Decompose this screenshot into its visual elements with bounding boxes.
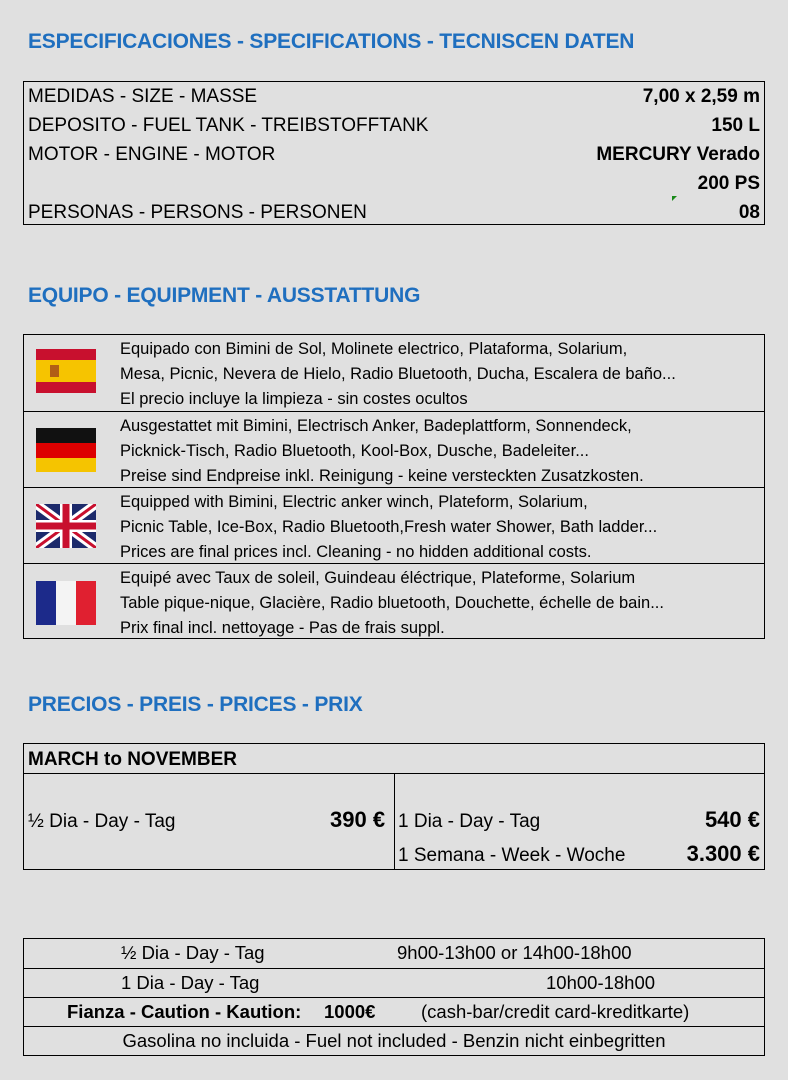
day-label: 1 Dia - Day - Tag: [398, 811, 541, 832]
prices-heading: PRECIOS - PREIS - PRICES - PRIX: [28, 693, 363, 716]
equipment-es-line-2: Mesa, Picnic, Nevera de Hielo, Radio Bluetooth, Ducha, Escalera de baño...: [120, 365, 676, 383]
spec-power-value: 200 PS: [697, 173, 760, 194]
half-day-label: ½ Dia - Day - Tag: [28, 811, 176, 832]
specs-heading: ESPECIFICACIONES - SPECIFICATIONS - TECNISCEN DATEN: [28, 30, 635, 53]
equipment-row-de: [24, 411, 764, 487]
spec-engine-value: MERCURY Verado: [596, 144, 760, 165]
equipment-en-line-1: Equipped with Bimini, Electric anker winch, Plateform, Solarium,: [120, 493, 588, 511]
equipment-en-line-3: Prices are final prices incl. Cleaning - no hidden additional costs.: [120, 543, 592, 561]
equipment-row-fr: [24, 563, 764, 638]
equipment-row-en: [24, 487, 764, 563]
season-label: MARCH to NOVEMBER: [28, 749, 237, 770]
week-price: 3.300 €: [686, 841, 760, 866]
equipment-de-line-2: Picknick-Tisch, Radio Bluetooth, Kool-Box, Dusche, Badeleiter...: [120, 442, 589, 460]
germany-flag-icon: [36, 428, 96, 472]
deposit-label: Fianza - Caution - Kaution:: [67, 1001, 302, 1022]
schedule-day-label: 1 Dia - Day - Tag: [121, 972, 260, 993]
france-flag-icon: [36, 581, 96, 625]
week-label: 1 Semana - Week - Woche: [398, 845, 626, 866]
spec-size-label: MEDIDAS - SIZE - MASSE: [28, 86, 258, 107]
half-day-price: 390 €: [330, 807, 386, 832]
schedule-day-hours: 10h00-18h00: [546, 972, 656, 993]
deposit-payment: (cash-bar/credit card-kreditkarte): [421, 1001, 690, 1022]
specs-table: [23, 81, 765, 225]
schedule-deposit-row: [24, 997, 764, 1026]
equipment-de-line-1: Ausgestattet mit Bimini, Electrisch Anker, Badeplattform, Sonnendeck,: [120, 417, 632, 435]
equipment-de-line-3: Preise sind Endpreise inkl. Reinigung - keine versteckten Zusatzkosten.: [120, 467, 644, 485]
schedule-table: [23, 938, 765, 1056]
equipment-es-line-3: El precio incluye la limpieza - sin costes ocultos: [120, 390, 468, 408]
equipment-es-line-1: Equipado con Bimini de Sol, Molinete electrico, Plataforma, Solarium,: [120, 340, 628, 358]
spec-persons-value: 08: [738, 202, 760, 223]
fuel-note: Gasolina no incluida - Fuel not included - Benzin nicht einbegritten: [122, 1030, 666, 1051]
spec-engine-label: MOTOR - ENGINE - MOTOR: [28, 144, 276, 165]
schedule-half-day-row: [24, 939, 764, 968]
cell-comment-marker: [672, 196, 677, 201]
day-price: 540 €: [704, 807, 760, 832]
uk-flag-icon: [36, 504, 96, 548]
equipment-heading: EQUIPO - EQUIPMENT - AUSSTATTUNG: [28, 284, 421, 307]
equipment-fr-line-2: Table pique-nique, Glacière, Radio bluetooth, Douchette, échelle de bain...: [120, 594, 664, 612]
equipment-fr-line-3: Prix final incl. nettoyage - Pas de frais suppl.: [120, 619, 445, 637]
spec-fuel-label: DEPOSITO - FUEL TANK - TREIBSTOFFTANK: [28, 115, 429, 136]
schedule-half-day-hours: 9h00-13h00 or 14h00-18h00: [397, 942, 632, 963]
schedule-day-row: [24, 968, 764, 997]
prices-table: [23, 743, 765, 870]
equipment-en-line-2: Picnic Table, Ice-Box, Radio Bluetooth,Fresh water Shower, Bath ladder...: [120, 518, 658, 536]
spec-fuel-value: 150 L: [711, 115, 760, 136]
schedule-half-day-label: ½ Dia - Day - Tag: [121, 942, 265, 963]
deposit-amount: 1000€: [324, 1001, 376, 1022]
schedule-fuel-row: [24, 1026, 764, 1055]
prices-column-divider: [394, 773, 395, 869]
equipment-row-es: [24, 335, 764, 411]
spec-size-value: 7,00 x 2,59 m: [642, 86, 760, 107]
equipment-table: [23, 334, 765, 639]
spec-persons-label: PERSONAS - PERSONS - PERSONEN: [28, 202, 367, 223]
spain-flag-icon: [36, 349, 96, 393]
equipment-fr-line-1: Equipé avec Taux de soleil, Guindeau éléctrique, Plateforme, Solarium: [120, 569, 636, 587]
